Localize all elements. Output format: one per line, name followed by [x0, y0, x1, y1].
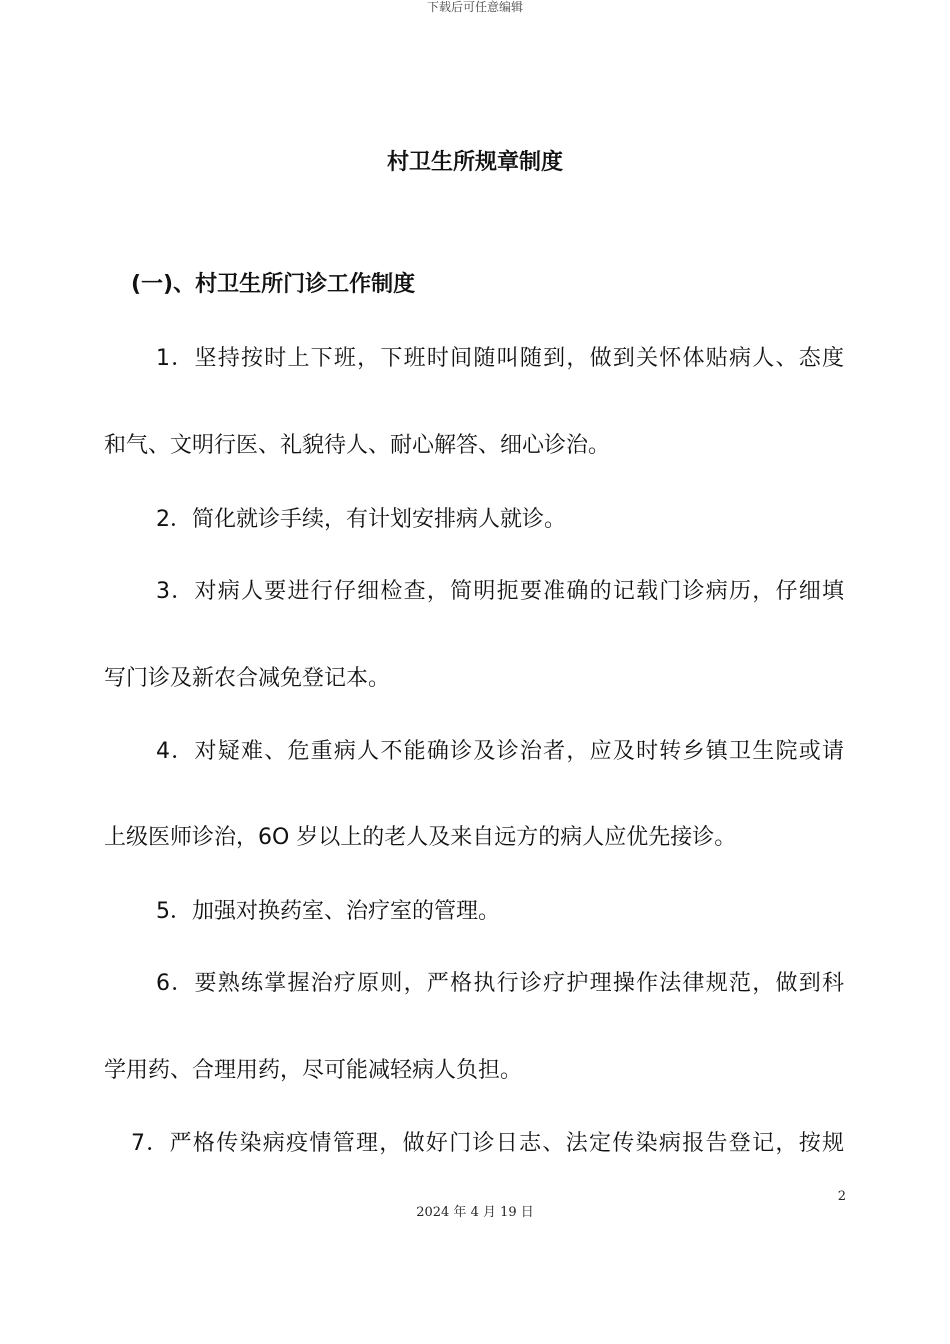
document-title: 村卫生所规章制度: [386, 150, 563, 175]
rule-item-1-line-1: 1．坚持按时上下班，下班时间随叫随到，做到关怀体贴病人、态度: [156, 346, 844, 371]
rule-item-1-line-2: 和气、文明行医、礼貌待人、耐心解答、细心诊治。: [104, 433, 611, 458]
rule-item-3-line-2: 写门诊及新农合减免登记本。: [104, 666, 391, 691]
rule-item-5-line-1: 5．加强对换药室、治疗室的管理。: [156, 899, 500, 924]
rule-item-4-line-1: 4．对疑难、危重病人不能确诊及诊治者，应及时转乡镇卫生院或请: [156, 739, 844, 764]
rule-item-2-line-1: 2．简化就诊手续，有计划安排病人就诊。: [156, 507, 566, 532]
header-note: 下载后可任意编辑: [426, 0, 523, 14]
footer-date: 2024 年 4 月 19 日: [416, 1205, 534, 1220]
page-number: 2: [837, 1189, 846, 1204]
rule-item-3-line-1: 3．对病人要进行仔细检查，简明扼要准确的记载门诊病历，仔细填: [156, 579, 844, 604]
rule-item-6-line-2: 学用药、合理用药，尽可能减轻病人负担。: [104, 1058, 523, 1083]
rule-item-6-line-1: 6．要熟练掌握治疗原则，严格执行诊疗护理操作法律规范，做到科: [156, 971, 844, 996]
section-heading: (一)、村卫生所门诊工作制度: [131, 272, 416, 297]
rule-item-7-line-1: 7．严格传染病疫情管理，做好门诊日志、法定传染病报告登记，按规: [131, 1131, 844, 1156]
rule-item-4-line-2: 上级医师诊治，6O 岁以上的老人及来自远方的病人应优先接诊。: [104, 825, 737, 850]
